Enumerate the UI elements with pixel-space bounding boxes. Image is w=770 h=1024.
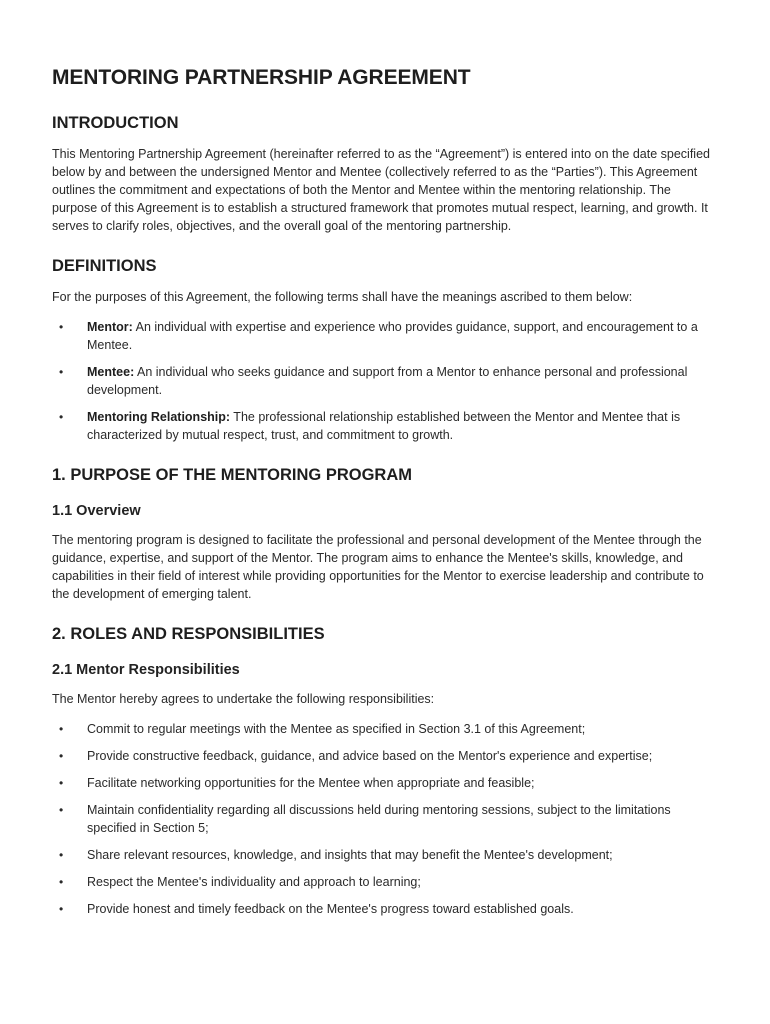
responsibility-item <box>52 873 714 891</box>
definition-item <box>52 363 714 399</box>
responsibility-text: Share relevant resources, knowledge, and insights that may benefit the Mentee's development; <box>87 848 613 862</box>
bullet-icon: • <box>59 749 64 763</box>
overview-body: The mentoring program is designed to facilitate the professional and personal development of the Mentee through the guidance, expertise, and support of the Mentor. The program aims to enhance the Mentee's skills, knowledge, and capabilities in their field of interest while providing opportunities for the Mentor to exercise leadership and contribute to the development of emerging talent. <box>52 533 704 601</box>
roles-section <box>52 625 714 918</box>
definition-text: An individual who seeks guidance and support from a Mentor to enhance personal and professional development. <box>87 365 688 397</box>
definition-item <box>52 318 714 354</box>
responsibility-item <box>52 846 714 864</box>
introduction-section <box>52 114 714 235</box>
mentor-responsibilities-heading: 2.1 Mentor Responsibilities <box>52 662 240 678</box>
responsibility-item <box>52 801 714 837</box>
responsibility-text: Maintain confidentiality regarding all discussions held during mentoring sessions, subject to the limitations specified in Section 5; <box>87 803 671 835</box>
roles-heading: 2. ROLES AND RESPONSIBILITIES <box>52 625 325 643</box>
responsibility-item <box>52 900 714 918</box>
definitions-section <box>52 257 714 444</box>
bullet-icon: • <box>59 875 64 889</box>
overview-heading: 1.1 Overview <box>52 503 141 519</box>
definitions-heading: DEFINITIONS <box>52 257 157 275</box>
definition-term: Mentee: <box>87 365 135 379</box>
mentor-responsibilities-intro: The Mentor hereby agrees to undertake the following responsibilities: <box>52 692 435 706</box>
definitions-intro: For the purposes of this Agreement, the following terms shall have the meanings ascribed to them below: <box>52 290 633 304</box>
definition-text: The professional relationship established between the Mentor and Mentee that is characterized by mutual respect, trust, and commitment to growth. <box>87 410 681 442</box>
responsibility-text: Commit to regular meetings with the Mentee as specified in Section 3.1 of this Agreement; <box>87 722 586 736</box>
definition-term: Mentoring Relationship: <box>87 410 231 424</box>
bullet-icon: • <box>59 722 64 736</box>
purpose-heading: 1. PURPOSE OF THE MENTORING PROGRAM <box>52 466 412 484</box>
responsibility-item <box>52 747 714 765</box>
bullet-icon: • <box>59 365 64 379</box>
mentor-responsibilities-list <box>52 720 714 918</box>
definition-term: Mentor: <box>87 320 133 334</box>
bullet-icon: • <box>59 803 64 817</box>
bullet-icon: • <box>59 902 64 916</box>
bullet-icon: • <box>59 320 64 334</box>
bullet-icon: • <box>59 410 64 424</box>
responsibility-text: Provide honest and timely feedback on the Mentee's progress toward established goals. <box>87 902 574 916</box>
responsibility-item <box>52 774 714 792</box>
responsibility-item <box>52 720 714 738</box>
responsibility-text: Facilitate networking opportunities for the Mentee when appropriate and feasible; <box>87 776 535 790</box>
purpose-section <box>52 466 714 603</box>
document-title: MENTORING PARTNERSHIP AGREEMENT <box>52 66 471 89</box>
introduction-heading: INTRODUCTION <box>52 114 179 132</box>
definition-item <box>52 408 714 444</box>
bullet-icon: • <box>59 776 64 790</box>
responsibility-text: Respect the Mentee's individuality and approach to learning; <box>87 875 421 889</box>
definition-text: An individual with expertise and experience who provides guidance, support, and encouragement to a Mentee. <box>87 320 698 352</box>
introduction-body: This Mentoring Partnership Agreement (hereinafter referred to as the “Agreement”) is entered into on the date specified below by and between the undersigned Mentor and Mentee (collectively referred to as the “Parties”). This Agreement outlines the commitment and expectations of both the Mentor and Mentee within the mentoring relationship. The purpose of this Agreement is to establish a structured framework that promotes mutual respect, learning, and growth. It serves to clarify roles, objectives, and the overall goal of the mentoring partnership. <box>52 147 710 233</box>
bullet-icon: • <box>59 848 64 862</box>
definitions-list <box>52 318 714 444</box>
responsibility-text: Provide constructive feedback, guidance, and advice based on the Mentor's experience and expertise; <box>87 749 653 763</box>
